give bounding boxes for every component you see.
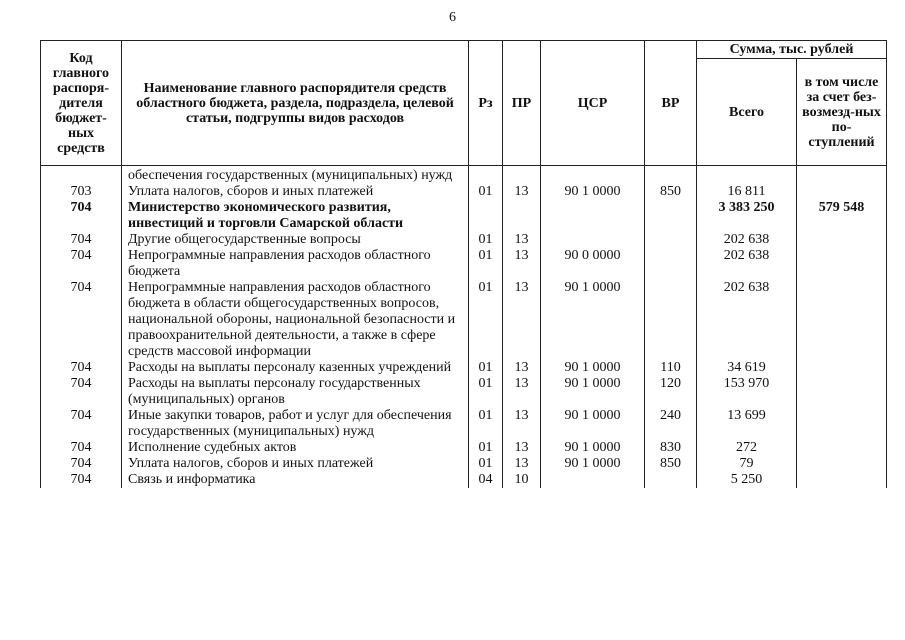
cell-total bbox=[697, 166, 797, 185]
table-row bbox=[41, 472, 887, 488]
cell-total: 3 383 250 bbox=[697, 200, 797, 232]
header-rz: Рз bbox=[469, 41, 503, 166]
header-vr: ВР bbox=[645, 41, 697, 166]
table-row bbox=[41, 184, 887, 200]
cell-code: 704 bbox=[41, 200, 122, 232]
cell-incl bbox=[797, 248, 887, 280]
cell-name: Министерство экономического развития, инвестиций и торговли Самарской области bbox=[122, 200, 469, 232]
table-row bbox=[41, 200, 887, 232]
cell-vr bbox=[645, 472, 697, 488]
cell-name: Расходы на выплаты персоналу государственных (муниципальных) органов bbox=[122, 376, 469, 408]
table-body bbox=[41, 166, 887, 489]
cell-pr: 13 bbox=[503, 376, 541, 408]
cell-rz: 01 bbox=[469, 184, 503, 200]
cell-rz: 01 bbox=[469, 376, 503, 408]
table-row bbox=[41, 440, 887, 456]
cell-incl bbox=[797, 456, 887, 472]
cell-csr: 90 0 0000 bbox=[541, 248, 645, 280]
cell-vr: 110 bbox=[645, 360, 697, 376]
cell-vr bbox=[645, 200, 697, 232]
cell-csr: 90 1 0000 bbox=[541, 376, 645, 408]
cell-pr bbox=[503, 200, 541, 232]
header-pr: ПР bbox=[503, 41, 541, 166]
cell-total: 79 bbox=[697, 456, 797, 472]
cell-csr: 90 1 0000 bbox=[541, 184, 645, 200]
cell-name: Расходы на выплаты персоналу казенных учреждений bbox=[122, 360, 469, 376]
cell-rz: 01 bbox=[469, 280, 503, 360]
table-row bbox=[41, 280, 887, 360]
cell-incl bbox=[797, 232, 887, 248]
cell-rz bbox=[469, 166, 503, 185]
cell-code: 704 bbox=[41, 456, 122, 472]
cell-pr: 13 bbox=[503, 280, 541, 360]
cell-total: 202 638 bbox=[697, 248, 797, 280]
cell-code: 704 bbox=[41, 440, 122, 456]
cell-total: 16 811 bbox=[697, 184, 797, 200]
cell-vr bbox=[645, 248, 697, 280]
cell-code: 704 bbox=[41, 376, 122, 408]
header-incl: в том числе за счет без-возмезд-ных по-ступлений bbox=[797, 59, 887, 166]
cell-code: 704 bbox=[41, 232, 122, 248]
cell-total: 153 970 bbox=[697, 376, 797, 408]
cell-vr bbox=[645, 280, 697, 360]
cell-rz: 01 bbox=[469, 456, 503, 472]
cell-rz: 01 bbox=[469, 360, 503, 376]
cell-name: обеспечения государственных (муниципальных) нужд bbox=[122, 166, 469, 185]
budget-table bbox=[40, 40, 887, 488]
cell-pr: 13 bbox=[503, 360, 541, 376]
cell-incl bbox=[797, 184, 887, 200]
cell-total: 13 699 bbox=[697, 408, 797, 440]
cell-total: 272 bbox=[697, 440, 797, 456]
header-code: Код главного распоря-дителя бюджет-ных средств bbox=[41, 41, 122, 166]
table-row bbox=[41, 408, 887, 440]
header-sum: Сумма, тыс. рублей bbox=[697, 41, 887, 59]
cell-pr: 13 bbox=[503, 456, 541, 472]
cell-code: 704 bbox=[41, 280, 122, 360]
cell-name: Иные закупки товаров, работ и услуг для обеспечения государственных (муниципальных) нужд bbox=[122, 408, 469, 440]
table-row bbox=[41, 232, 887, 248]
cell-incl bbox=[797, 360, 887, 376]
cell-csr: 90 1 0000 bbox=[541, 456, 645, 472]
cell-name: Уплата налогов, сборов и иных платежей bbox=[122, 184, 469, 200]
cell-pr: 13 bbox=[503, 248, 541, 280]
cell-csr: 90 1 0000 bbox=[541, 280, 645, 360]
cell-code bbox=[41, 166, 122, 185]
header-name: Наименование главного распорядителя средств областного бюджета, раздела, подраздела, целевой статьи, подгруппы видов расходов bbox=[122, 41, 469, 166]
table-row bbox=[41, 456, 887, 472]
cell-rz: 01 bbox=[469, 248, 503, 280]
cell-code: 704 bbox=[41, 248, 122, 280]
cell-csr: 90 1 0000 bbox=[541, 360, 645, 376]
cell-csr bbox=[541, 232, 645, 248]
cell-rz: 04 bbox=[469, 472, 503, 488]
cell-total: 202 638 bbox=[697, 280, 797, 360]
cell-rz: 01 bbox=[469, 408, 503, 440]
cell-csr bbox=[541, 200, 645, 232]
cell-vr: 850 bbox=[645, 456, 697, 472]
cell-name: Уплата налогов, сборов и иных платежей bbox=[122, 456, 469, 472]
cell-csr bbox=[541, 166, 645, 185]
cell-incl bbox=[797, 472, 887, 488]
table-row bbox=[41, 376, 887, 408]
cell-vr bbox=[645, 232, 697, 248]
cell-rz: 01 bbox=[469, 232, 503, 248]
header-csr: ЦСР bbox=[541, 41, 645, 166]
cell-vr bbox=[645, 166, 697, 185]
cell-pr: 13 bbox=[503, 408, 541, 440]
cell-name: Другие общегосударственные вопросы bbox=[122, 232, 469, 248]
cell-incl: 579 548 bbox=[797, 200, 887, 232]
cell-code: 704 bbox=[41, 408, 122, 440]
cell-pr: 13 bbox=[503, 232, 541, 248]
cell-code: 704 bbox=[41, 472, 122, 488]
cell-incl bbox=[797, 280, 887, 360]
cell-incl bbox=[797, 440, 887, 456]
cell-name: Связь и информатика bbox=[122, 472, 469, 488]
cell-code: 704 bbox=[41, 360, 122, 376]
table-row bbox=[41, 248, 887, 280]
cell-incl bbox=[797, 166, 887, 185]
cell-code: 703 bbox=[41, 184, 122, 200]
cell-incl bbox=[797, 376, 887, 408]
cell-total: 202 638 bbox=[697, 232, 797, 248]
cell-pr: 13 bbox=[503, 440, 541, 456]
cell-vr: 850 bbox=[645, 184, 697, 200]
cell-pr: 10 bbox=[503, 472, 541, 488]
cell-name: Исполнение судебных актов bbox=[122, 440, 469, 456]
cell-vr: 830 bbox=[645, 440, 697, 456]
cell-pr: 13 bbox=[503, 184, 541, 200]
cell-rz: 01 bbox=[469, 440, 503, 456]
cell-vr: 240 bbox=[645, 408, 697, 440]
cell-name: Непрограммные направления расходов областного бюджета bbox=[122, 248, 469, 280]
page-number: 6 bbox=[449, 10, 456, 25]
header-total: Всего bbox=[697, 59, 797, 166]
cell-csr: 90 1 0000 bbox=[541, 408, 645, 440]
cell-csr bbox=[541, 472, 645, 488]
table-header bbox=[41, 41, 887, 166]
table-row bbox=[41, 360, 887, 376]
cell-incl bbox=[797, 408, 887, 440]
cell-total: 34 619 bbox=[697, 360, 797, 376]
cell-rz bbox=[469, 200, 503, 232]
cell-csr: 90 1 0000 bbox=[541, 440, 645, 456]
cell-total: 5 250 bbox=[697, 472, 797, 488]
cell-vr: 120 bbox=[645, 376, 697, 408]
cell-name: Непрограммные направления расходов областного бюджета в области общегосударственных вопросов, национальной обороны, национальной безопасности и правоохранительной деятельности, а также в сфере средств массовой информации bbox=[122, 280, 469, 360]
table-row bbox=[41, 166, 887, 185]
cell-pr bbox=[503, 166, 541, 185]
